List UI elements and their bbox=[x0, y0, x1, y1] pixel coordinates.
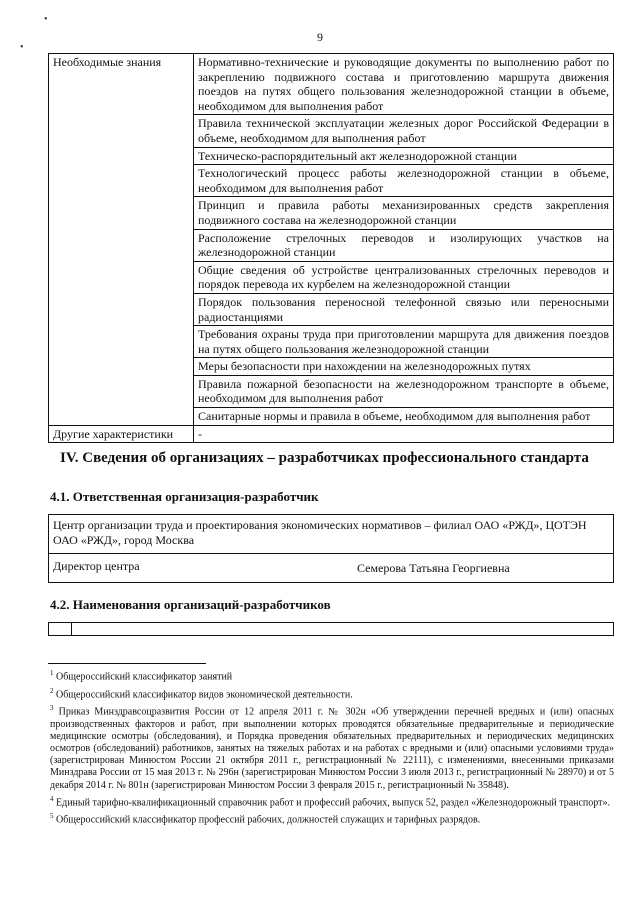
director-name: Семерова Татьяна Георгиевна bbox=[357, 561, 510, 575]
footnote-number: 3 bbox=[50, 704, 54, 713]
footnote-text: Общероссийский классификатор занятий bbox=[56, 671, 233, 683]
knowledge-item: Правила технической эксплуатации железных дорог Российской Федерации в объеме, необходимом для выполнения работ bbox=[194, 115, 614, 147]
footnote bbox=[50, 685, 614, 702]
knowledge-item: Порядок пользования переносной телефонной связью или переносными радиостанциями bbox=[194, 293, 614, 325]
footnote-number: 1 bbox=[50, 669, 54, 677]
knowledge-label: Необходимые знания bbox=[49, 54, 194, 426]
footnote-text: Приказ Минздравсоцразвития России от 12 апреля 2011 г. № 302н «Об утверждении перечней вредных и (или) опасных производственных факторов и работ, при выполнении которых проводятся обязательные предварительные и периодические медицинские осмотры (обследования), и Порядка проведения обязательных предварительных и периодических медицинских осмотров (обследований) работников, занятых на тяжелых работах и на работах с вредными и (или) опасными условиями труда» (зарегистрирован Минюстом России 21 октября 2011 г., регистрационный № 22111), с изменениями, внесенными приказами Минздрава России от 15 мая 2013 г. № 296н (зарегистрирован Минюстом России 3 июля 2013 г., регистрационный № 28970) и от 5 декабря 2014 г. № 801н (зарегистрирован Минюстом России 3 февраля 2015 г., регистрационный № 35848). bbox=[50, 706, 614, 791]
footnote-number: 2 bbox=[50, 686, 54, 695]
section-iv-title: IV. Сведения об организациях – разработчиках профессионального стандарта bbox=[60, 450, 589, 466]
knowledge-item: Расположение стрелочных переводов и изолирующих участков на железнодорожной станции bbox=[194, 229, 614, 261]
footnote-text: Общероссийский классификатор видов экономической деятельности. bbox=[56, 688, 353, 700]
footnote bbox=[50, 702, 614, 792]
knowledge-table-body bbox=[49, 54, 614, 443]
knowledge-item: Общие сведения об устройстве централизованных стрелочных переводов и порядок перевода их курбелем на железнодорожной станции bbox=[194, 261, 614, 293]
developers-table bbox=[48, 622, 614, 636]
footnote-number: 5 bbox=[50, 812, 54, 821]
footnote-number: 4 bbox=[50, 794, 54, 803]
knowledge-item: Меры безопасности при нахождении на железнодорожных путях bbox=[194, 358, 614, 376]
knowledge-item: Санитарные нормы и правила в объеме, необходимом для выполнения работ bbox=[194, 408, 614, 426]
knowledge-item: Техническо-распорядительный акт железнодорожной станции bbox=[194, 147, 614, 165]
footnote bbox=[50, 810, 614, 827]
footnote bbox=[50, 667, 614, 684]
knowledge-item: Технологический процесс работы железнодорожной станции в объеме, необходимом для выполнения работ bbox=[194, 165, 614, 197]
other-characteristics-row bbox=[49, 425, 614, 443]
subsection-4-2-title: 4.2. Наименования организаций-разработчиков bbox=[50, 597, 331, 612]
footnotes bbox=[50, 667, 614, 828]
knowledge-item: Требования охраны труда при приготовлении маршрута для движения поездов на путях общего пользования железнодорожной станции bbox=[194, 326, 614, 358]
knowledge-item: Правила пожарной безопасности на железнодорожном транспорте в объеме, необходимом для выполнения работ bbox=[194, 375, 614, 407]
scan-mark: • bbox=[44, 14, 48, 25]
director-row bbox=[49, 554, 613, 582]
organization-name: Центр организации труда и проектирования экономических нормативов – филиал ОАО «РЖД», ЦОТЭН ОАО «РЖД», город Москва bbox=[49, 515, 613, 554]
footnote-separator bbox=[48, 663, 206, 664]
footnote-text: Общероссийский классификатор профессий рабочих, должностей служащих и тарифных разрядов. bbox=[56, 814, 481, 826]
knowledge-row bbox=[49, 54, 614, 115]
developers-number-cell bbox=[49, 623, 72, 635]
responsible-organization-box bbox=[48, 514, 614, 583]
subsection-4-1-title: 4.1. Ответственная организация-разработчик bbox=[50, 489, 319, 504]
footnote bbox=[50, 793, 614, 810]
page-number: 9 bbox=[317, 30, 323, 44]
knowledge-table bbox=[48, 53, 614, 443]
knowledge-item: Принцип и правила работы механизированных средств закрепления подвижного состава на железнодорожной станции bbox=[194, 197, 614, 229]
other-characteristics-label: Другие характеристики bbox=[49, 425, 194, 443]
scan-mark: • bbox=[20, 42, 24, 53]
knowledge-item: Нормативно-технические и руководящие документы по выполнению работ по закреплению подвижного состава и приготовлению маршрута движения поездов на путях общего пользования железнодорожной станции в объеме, необходимом для выполнения работ bbox=[194, 54, 614, 115]
other-characteristics-value: - bbox=[194, 425, 614, 443]
footnote-text: Единый тарифно-квалификационный справочник работ и профессий рабочих, выпуск 52, раздел «Железнодорожный транспорт». bbox=[56, 797, 611, 809]
director-role: Директор центра bbox=[53, 559, 140, 573]
